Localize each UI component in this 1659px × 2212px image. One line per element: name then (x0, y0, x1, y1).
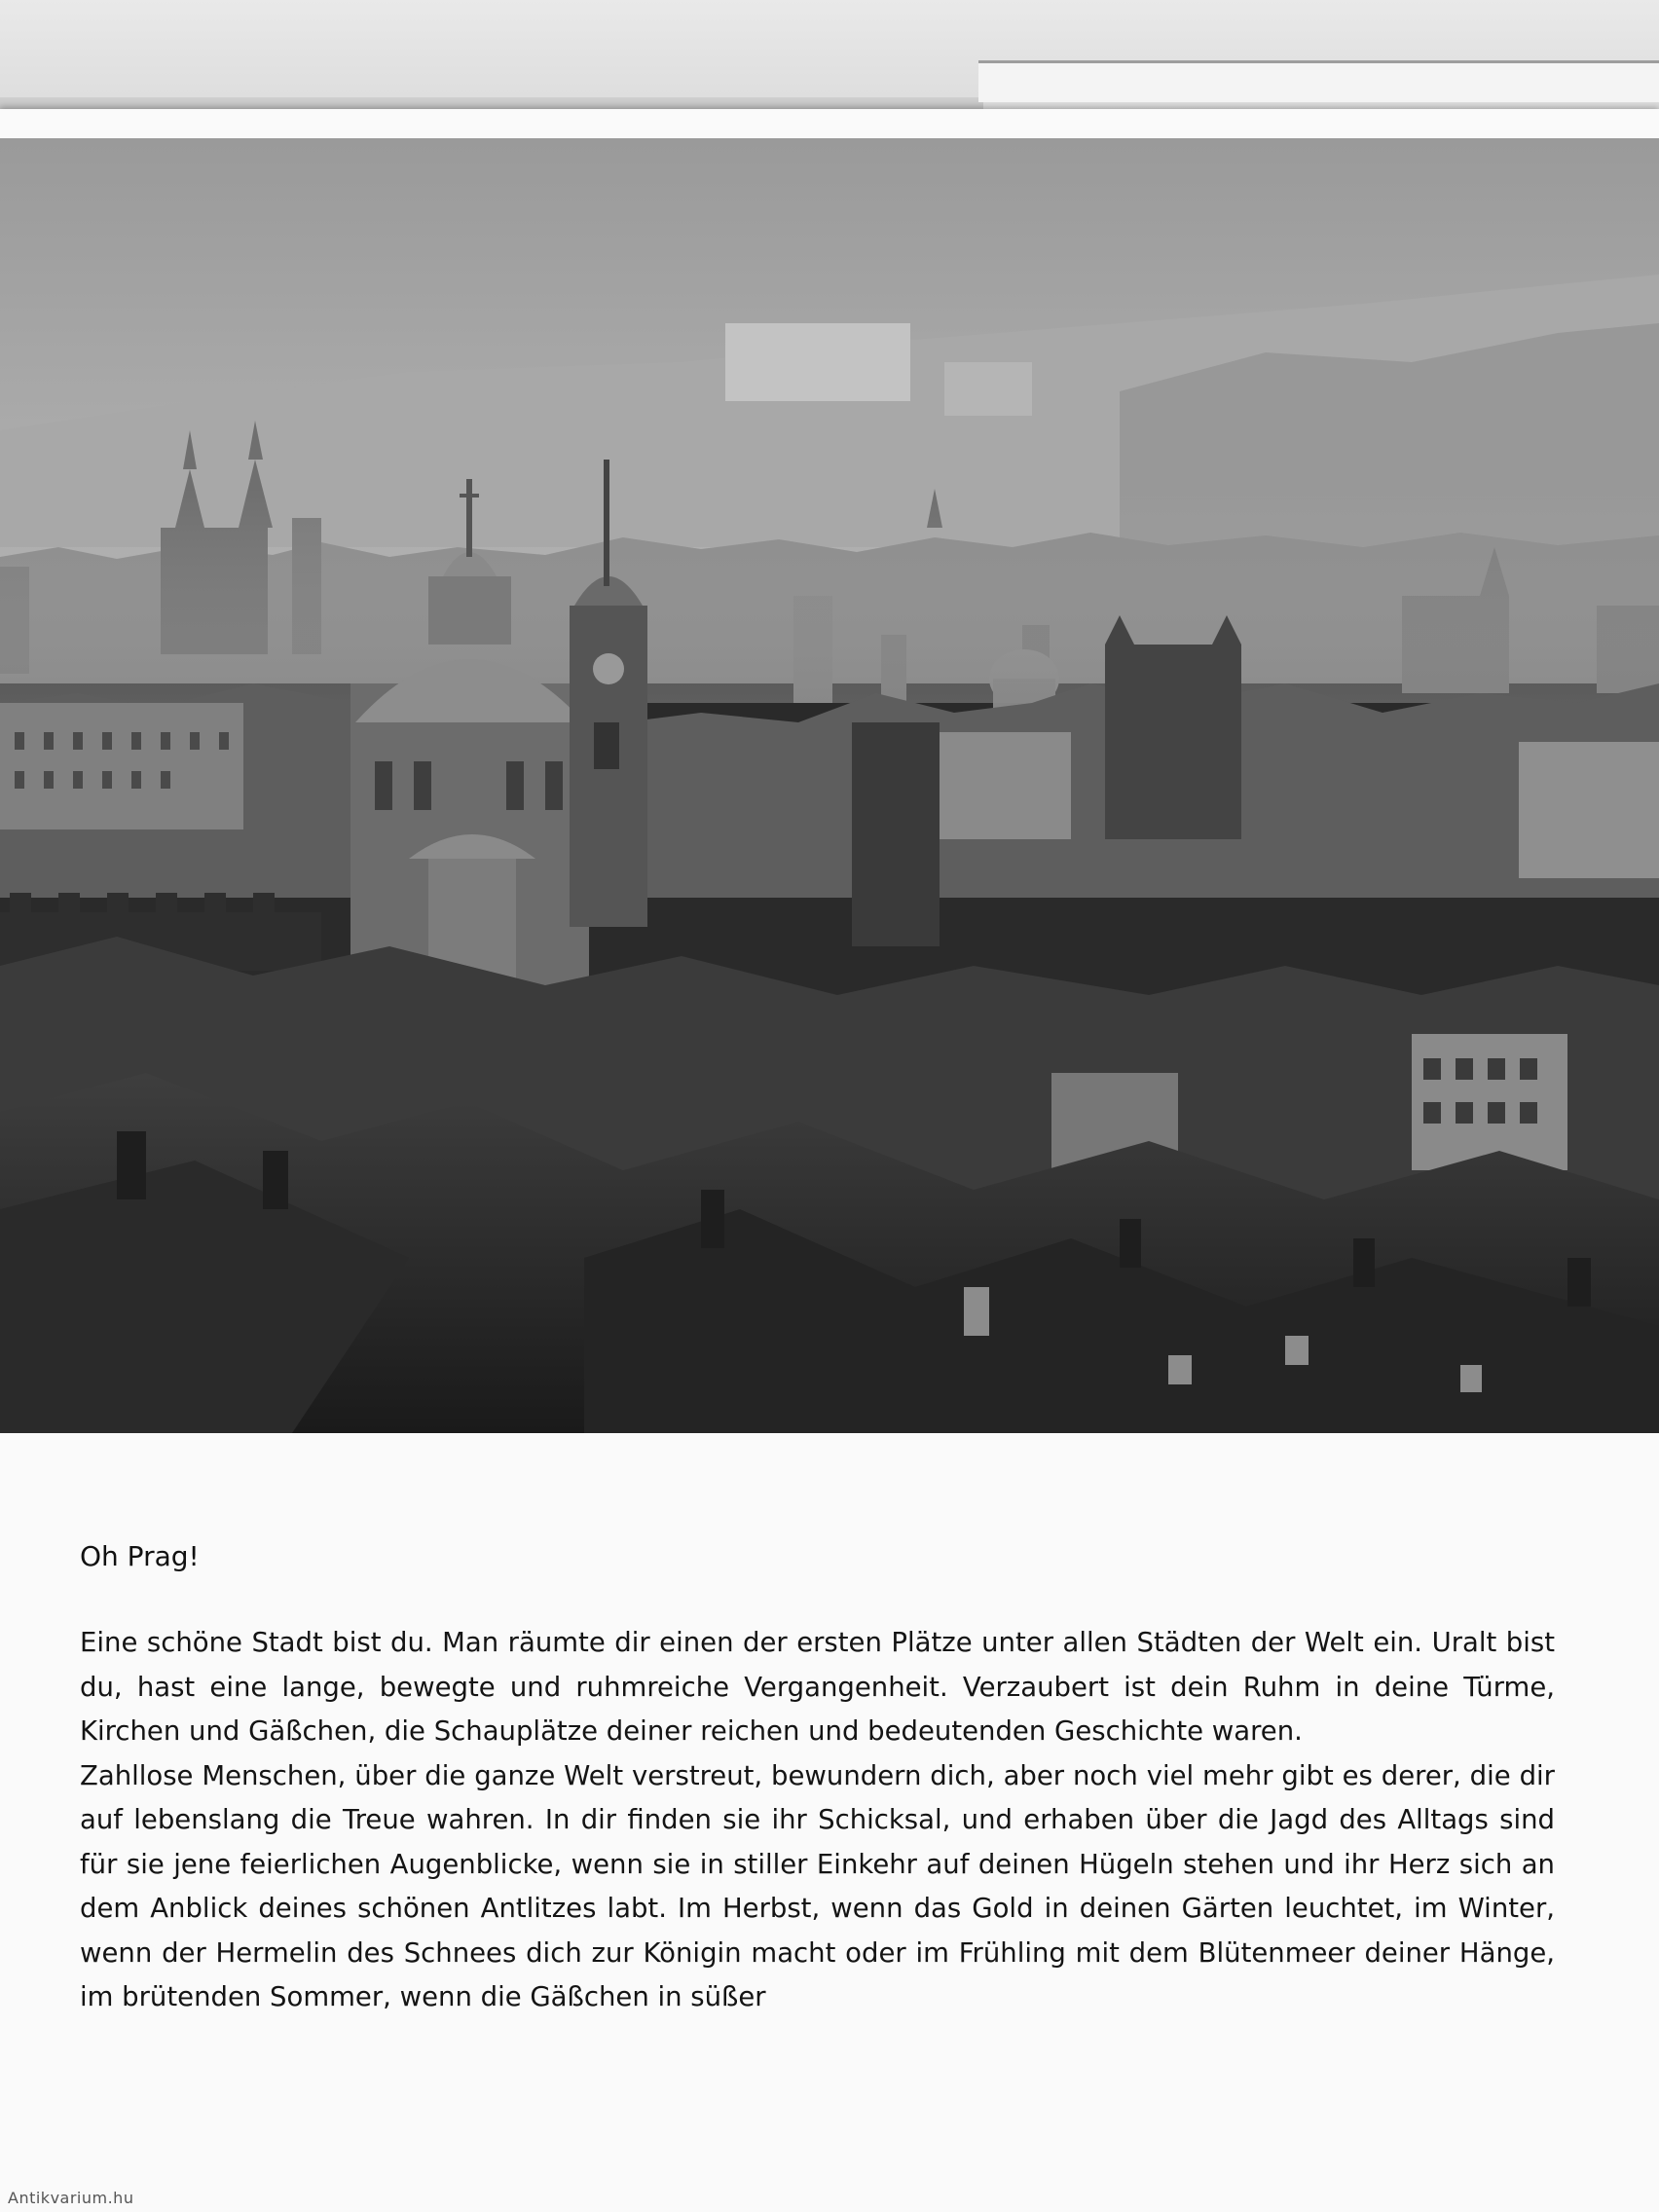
modern-block-1 (725, 323, 910, 401)
modern-block-2 (944, 362, 1032, 416)
mid-building-a (935, 732, 1071, 839)
powder-tower (852, 722, 940, 946)
skyline-illustration (0, 138, 1659, 1433)
prague-skyline-photo (0, 138, 1659, 1433)
left-palace (0, 703, 243, 830)
mid-city (0, 683, 1659, 898)
mid-building-b (1519, 742, 1659, 878)
watermark: Antikvarium.hu (8, 2189, 134, 2207)
previous-page-tab (978, 60, 1659, 102)
gothic-tower (1105, 615, 1241, 839)
body-text (80, 1621, 1555, 2020)
section-heading: Oh Prag! (80, 1540, 200, 1572)
paragraph-1: Eine schöne Stadt bist du. Man räumte dir einen der ersten Plätze unter allen Städten der Welt ein. Uralt bist du, hast eine lange, bewegte und ruhmreiche Vergangenheit. Verzaubert ist dein Ruhm in deine Türme, Kirchen und Gäßchen, die Schauplätze deiner reichen und bedeutenden Geschichte waren. (80, 1627, 1555, 1747)
book-page (0, 109, 1659, 2212)
paragraph-2: Zahllose Menschen, über die ganze Welt verstreut, bewundern dich, aber noch viel mehr gibt es derer, die dir auf lebenslang die Treue wahren. In dir finden sie ihr Schicksal, und erhaben über die Jagd des Alltags sind für sie jene feierlichen Augenblicke, wenn sie in stiller Einkehr auf deinen Hügeln stehen und ihr Herz sich an dem Anblick deines schönen Antlitzes labt. Im Herbst, wenn das Gold in deinen Gärten leuchtet, im Winter, wenn der Hermelin des Schnees dich zur Königin macht oder im Frühling mit dem Blütenmeer deiner Hänge, im brütenden Sommer, wenn die Gäßchen in süßer (80, 1759, 1555, 2012)
haze (0, 489, 1659, 703)
previous-page-edge (0, 0, 1659, 115)
